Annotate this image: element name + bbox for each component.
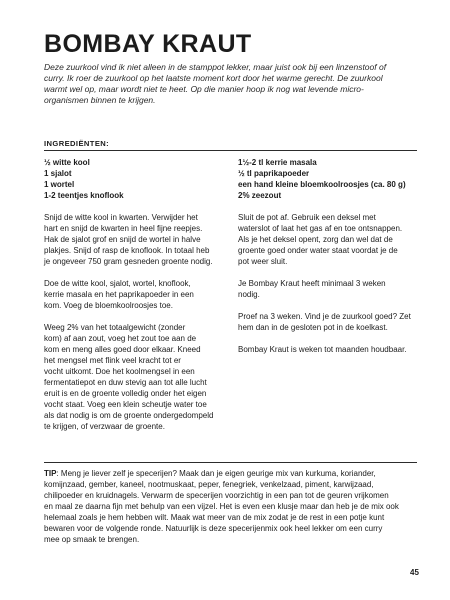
page-number: 45 <box>410 568 419 577</box>
ingredient-item: 1 sjalot <box>44 169 72 178</box>
method-line: fermentatiepot en duw stevig aan tot alle lucht <box>44 378 207 387</box>
method-step <box>238 212 424 267</box>
method-line: als dat nodig is om de groente ondergedompeld <box>44 411 214 420</box>
tip-line: en maal ze daarna fijn met behulp van een vijzel. Het is even een klusje maar dan heb je de mix ook <box>44 502 399 511</box>
tip-first-text: : Meng je liever zelf je specerijen? Maak dan je eigen geurige mix van kurkuma, koriander, <box>56 469 376 478</box>
method-line: Sluit de pot af. Gebruik een deksel met <box>238 213 376 222</box>
ingredient-item: een hand kleine bloemkoolroosjes (ca. 80 g) <box>238 180 406 189</box>
tip-line: helemaal zoals je hem hebben wilt. Maak wat meer van de mix zodat je de rest in een potje kunt <box>44 513 385 522</box>
method-line: waterslot of laat het gas af en toe ontsnappen. <box>238 224 403 233</box>
method-step <box>44 278 230 311</box>
ingredient-item: 1-2 teentjes knoflook <box>44 191 124 200</box>
method-step <box>238 278 424 300</box>
method-line: eruit is en de groente volledig onder het eigen <box>44 389 207 398</box>
method-step <box>44 212 230 267</box>
intro-line: organismen binnen te krijgen. <box>44 95 156 105</box>
method-line: Weeg 2% van het totaalgewicht (zonder <box>44 323 186 332</box>
method-step <box>238 344 424 355</box>
method-step <box>44 322 230 432</box>
intro-paragraph <box>44 62 424 106</box>
intro-line: curry. Ik roer de zuurkool op het laatste moment kort door het warme gerecht. De zuurkool <box>44 73 383 83</box>
tip-box <box>44 468 424 545</box>
method-line: kom) af aan zout, voeg het zout toe aan de <box>44 334 197 343</box>
tip-line: mee op smaak te brengen. <box>44 535 140 544</box>
divider-top <box>44 150 417 151</box>
method-line: hem dan in de gesloten pot in de koelkast. <box>238 323 388 332</box>
method-line: kerrie masala en het paprikapoeder in een <box>44 290 194 299</box>
tip-line: chilipoeder en kruidnagels. Verwarm de specerijen voorzichtig in een pan tot de geuren vrijkomen <box>44 491 389 500</box>
method-line: Hak de sjalot grof en snijd de wortel in halve <box>44 235 201 244</box>
method-line: het mengsel met flink veel kracht tot er <box>44 356 181 365</box>
method-line: nodig. <box>238 290 260 299</box>
left-column <box>44 157 230 443</box>
method-line: Bombay Kraut is weken tot maanden houdbaar. <box>238 345 407 354</box>
method-line: vocht staat. Voeg een klein scheutje water toe <box>44 400 207 409</box>
method-line: Doe de witte kool, sjalot, wortel, knoflook, <box>44 279 191 288</box>
method-line: kom. Voeg de bloemkoolroosjes toe. <box>44 301 173 310</box>
method-line: plakjes. Snijd of rasp de knoflook. In totaal heb <box>44 246 210 255</box>
page-title: BOMBAY KRAUT <box>44 30 252 58</box>
method-line: Je Bombay Kraut heeft minimaal 3 weken <box>238 279 386 288</box>
right-column <box>238 157 424 366</box>
method-step <box>238 311 424 333</box>
tip-line: bewaren voor de volgende ronde. Natuurlijk is deze specerijenmix ook heel lekker om een curry <box>44 524 383 533</box>
ingredient-item: 1 wortel <box>44 180 75 189</box>
method-line: je ongeveer 750 gram gesneden groente nodig. <box>44 257 213 266</box>
intro-line: warmt wel op, maar wordt niet te heet. Op die manier hoop ik nog wat levende micro- <box>44 84 364 94</box>
tip-first-line <box>44 468 424 479</box>
method-line: vocht uitkomt. Doe het koolmengsel in een <box>44 367 195 376</box>
ingredient-item: 1½-2 tl kerrie masala <box>238 158 317 167</box>
method-line: Als je het deksel opent, zorg dan wel dat de <box>238 235 393 244</box>
divider-bottom <box>44 462 417 463</box>
tip-line: komijnzaad, gember, kaneel, nootmuskaat, peper, fenegriek, venkelzaad, piment, karwijzaad, <box>44 480 374 489</box>
ingredient-item: ½ witte kool <box>44 158 90 167</box>
method-line: groente goed onder water staat voordat je de <box>238 246 398 255</box>
ingredients-list-right <box>238 157 424 201</box>
intro-line: Deze zuurkool vind ik niet alleen in de stamppot lekker, maar juist ook bij een linzenstoof of <box>44 62 387 72</box>
method-line: Snijd de witte kool in kwarten. Verwijder het <box>44 213 198 222</box>
ingredients-heading: INGREDIËNTEN: <box>44 139 110 148</box>
tip-label: TIP <box>44 469 57 478</box>
ingredients-list-left <box>44 157 230 201</box>
method-line: te krijgen, of verzwaar de groente. <box>44 422 165 431</box>
method-line: pot weer sluit. <box>238 257 288 266</box>
method-line: kom en meng alles goed door elkaar. Kneed <box>44 345 201 354</box>
ingredient-item: ½ tl paprikapoeder <box>238 169 310 178</box>
method-line: Proef na 3 weken. Vind je de zuurkool goed? Zet <box>238 312 411 321</box>
ingredient-item: 2% zeezout <box>238 191 282 200</box>
method-line: hart en snijd de kwarten in heel fijne reepjes. <box>44 224 203 233</box>
